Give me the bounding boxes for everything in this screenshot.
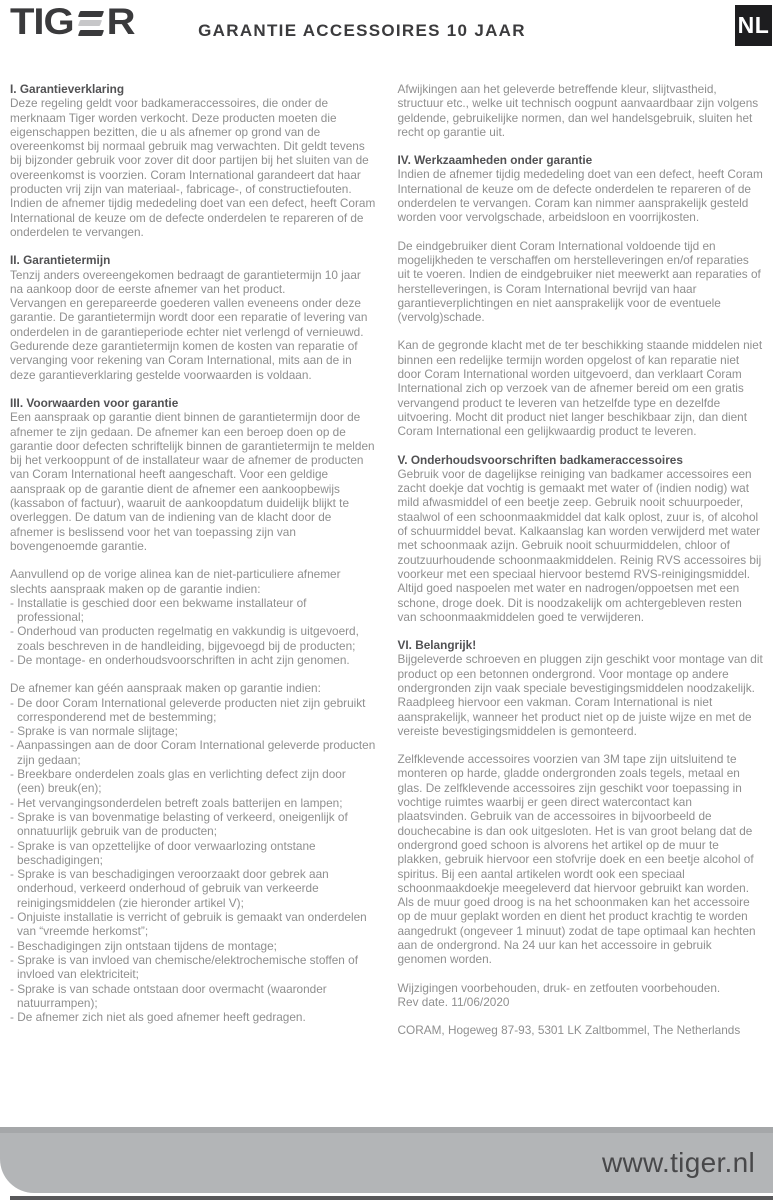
- right-column: [398, 82, 765, 1038]
- section-paragraph: Deze regeling geldt voor badkameraccessoires, die onder de merknaam Tiger worden verkocht. Deze producten moeten die eigenschappen bezitten, die u als afnemer op grond van de overeenkomst bij normaal gebruik mag verwachten. Dit geldt tevens bij bijzonder gebruik voor zover dit door partijen bij het sluiten van de overeenkomst is voorzien. Coram International garandeert dat haar producten vrij zijn van materiaal-, fabricage-, of constructiefouten. Indien de afnemer tijdig mededeling doet van een defect, heeft Coram International de keuze om de defecte onderdelen te repareren of de onderdelen te vervangen.: [10, 96, 376, 239]
- exclusions-list: [10, 696, 377, 1025]
- section-paragraph: Gedurende deze garantietermijn komen de kosten van reparatie of vervanging voor rekening van Coram International, mits aan de in deze garantieverklaring gestelde voorwaarden is voldaan.: [10, 339, 358, 382]
- list-item: - Sprake is van beschadigingen veroorzaakt door gebrek aan onderhoud, verkeerd onderhoud of gebruik van verkeerde reinigingsmiddelen (zie hieronder artikel V);: [10, 867, 377, 910]
- language-badge: NL: [735, 5, 772, 46]
- list-item: - De afnemer zich niet als goed afnemer heeft gedragen.: [10, 1010, 377, 1024]
- section-paragraph: Bijgeleverde schroeven en pluggen zijn geschikt voor montage van dit product op een betonnen ondergrond. Voor montage op andere ondergronden zijn vaak speciale bevestigingsmiddelen noodzakelijk. Raadpleeg hiervoor een vakman. Coram International is niet aansprakelijk, wanneer het product niet op de juiste wijze en met de vereiste bevestigingsmiddelen is gemonteerd.: [397, 652, 763, 738]
- section-title: II. Garantietermijn: [10, 253, 111, 268]
- page-title: GARANTIE ACCESSOIRES 10 JAAR: [198, 21, 526, 40]
- section-paragraph: Tenzij anders overeengekomen bedraagt de garantietermijn 10 jaar na aankoop door de eerste afnemer van het product.: [10, 267, 361, 296]
- list-intro: De afnemer kan géén aanspraak maken op garantie indien:: [10, 681, 321, 696]
- list-item: - Onjuiste installatie is verricht of gebruik is gemaakt van onderdelen van “vreemde herkomst”;: [10, 910, 377, 939]
- tiger-logo-text-left: TIG: [10, 1, 74, 43]
- section-paragraph: Gebruik voor de dagelijkse reiniging van badkamer accessoires een zacht doekje dat vochtig is gemaakt met water of (indien nodig) wat mild afwasmiddel of een beetje zeep. Gebruik nooit schuurpoeder, staalwol of een schoonmaakmiddel dat kalk oplost, zuur is, of alcohol of schuurmiddel bevat. Kalkaanslag kan worden verwijderd met water met schoonmaak azijn. Gebruik nooit schuurmiddelen, chloor of zoutzuurhoudende schoonmaakmiddelen. Reinig RVS accessoires bij voorkeur met een speciaal hiervoor bestemd RVS-reinigingsmiddel. Altijd goed naspoelen met water en nadrogen/oppoetsen met een schone, droge doek. Dit is noodzakelijk om achtergebleven resten van schoonmaakmiddelen goed te verwijderen.: [397, 466, 762, 624]
- list-item: - Aanpassingen aan de door Coram International geleverde producten zijn gedaan;: [10, 738, 377, 767]
- section-title: VI. Belangrijk!: [397, 638, 477, 653]
- footer-bottom-edge: [10, 1196, 773, 1200]
- section-garantietermijn: [10, 253, 377, 382]
- list-item: - Installatie is geschied door een bekwame installateur of professional;: [10, 596, 377, 625]
- section-werkzaamheden: [398, 153, 765, 438]
- list-item: - Sprake is van invloed van chemische/elektrochemische stoffen of invloed van elektriciteit;: [10, 953, 377, 982]
- list-intro: Aanvullend op de vorige alinea kan de niet-particuliere afnemer slechts aanspraak maken op de garantie indien:: [10, 567, 341, 596]
- list-item: - Sprake is van opzettelijke of door verwaarlozing ontstane beschadigingen;: [10, 839, 377, 868]
- section-onderhoudsvoorschriften: [398, 453, 765, 625]
- section-belangrijk: [398, 638, 765, 967]
- list-item: - Breekbare onderdelen zoals glas en verlichting defect zijn door (een) breuk(en);: [10, 767, 377, 796]
- list-item: - Sprake is van normale slijtage;: [10, 724, 377, 738]
- logo-bar-top: [78, 11, 104, 17]
- section-title: I. Garantieverklaring: [10, 82, 125, 96]
- revision-date: Rev date. 11/06/2020: [397, 994, 510, 1009]
- disclaimer-line: Wijzigingen voorbehouden, druk- en zetfouten voorbehouden.: [397, 980, 721, 995]
- footer: [0, 1127, 773, 1200]
- section-paragraph: Indien de afnemer tijdig mededeling doet van een defect, heeft Coram International de keuze om de defecte onderdelen te repareren of de onderdelen te vervangen. Coram kan nimmer aansprakelijk gesteld worden voor vervolgschade, arbeidsloon en voorrijkosten.: [397, 167, 763, 225]
- section-paragraph: De eindgebruiker dient Coram International voldoende tijd en mogelijkheden te verschaffen om herstelleveringen en/of reparaties uit te voeren. Indien de eindgebruiker niet meewerkt aan reparaties of herstelleveringen, is Coram International bevrijd van haar garantieverplichtingen en niet aansprakelijk voor de eventuele (vervolg)schade.: [397, 238, 761, 325]
- conditions-list: [10, 596, 377, 667]
- section-paragraph: Vervangen en gerepareerde goederen vallen eveneens onder deze garantie. De garantietermijn wordt door een reparatie of levering van onderdelen in de garantieperiode echter niet verlengd of vernieuwd.: [10, 296, 368, 339]
- section-voorwaarden: [10, 396, 377, 1024]
- section-afwijkingen: [398, 82, 765, 139]
- list-item: - Sprake is van schade ontstaan door overmacht (waaronder natuurrampen);: [10, 982, 377, 1011]
- section-paragraph: Zelfklevende accessoires voorzien van 3M tape zijn uitsluitend te monteren op harde, gladde ondergronden zoals tegels, metaal en glas. De zelfklevende accessoires zijn geschikt voor toepassing in vochtige ruimtes waarbij er geen direct watercontact kan plaatsvinden. Gebruik van de accessoires in bijvoorbeeld de douchecabine is dan ook uitgesloten. Het is van groot belang dat de ondergrond goed schoon is alvorens het artikel op de muur te plakken, gebruik hiervoor een stofvrije doek en een beetje alcohol of spiritus. Bij een aantal artikelen wordt ook een speciaal schoonmaakdoekje meegeleverd dat hiervoor gebruikt kan worden. Als de muur goed droog is na het schoonmaken kan het accessoire op de muur geplakt worden en dient het product krachtig te worden aangedrukt (ongeveer 1 minuut) zodat de tape optimaal kan hechten aan de ondergrond. Na 24 uur kan het accessoire in gebruik genomen worden.: [397, 752, 756, 967]
- website-url: www.tiger.nl: [602, 1147, 755, 1178]
- list-item: - De door Coram International geleverde producten niet zijn gebruikt corresponderend met de bestemming;: [10, 696, 377, 725]
- left-column: [10, 82, 377, 1038]
- section-title: V. Onderhoudsvoorschriften badkameraccessoires: [397, 452, 683, 467]
- section-paragraph: Een aanspraak op garantie dient binnen de garantietermijn door de afnemer te zijn gedaan. De afnemer kan een beroep doen op de garantie door defecten schriftelijk binnen de garantietermijn te melden bij het verkooppunt of de installateur waar de afnemer de producten van Coram International heeft aangeschaft. Voor een geldige aanspraak op de garantie dient de afnemer een aankoopbewijs (kassabon of factuur), waaruit de aankoopdatum duidelijk blijkt te overleggen. De datum van de indiening van de klacht door de afnemer is beslissend voor het van toepassing zijn van bovengenoemde garantie.: [10, 410, 375, 553]
- closing-block: [398, 981, 765, 1038]
- list-item: - Beschadigingen zijn ontstaan tijdens de montage;: [10, 939, 377, 953]
- section-paragraph: Afwijkingen aan het geleverde betreffende kleur, slijtvastheid, structuur etc., welke uit technisch oogpunt aanvaardbaar zijn volgens geldende, gebruikelijke normen, dan wel handelsgebruik, sluiten het recht op garantie uit.: [397, 82, 759, 139]
- list-item: - Sprake is van bovenmatige belasting of verkeerd, oneigenlijk of onnatuurlijk gebruik van de producten;: [10, 810, 377, 839]
- document-body: [10, 82, 764, 1038]
- list-item: - De montage- en onderhoudsvoorschriften in acht zijn genomen.: [10, 653, 377, 667]
- list-item: - Het vervangingsonderdelen betreft zoals batterijen en lampen;: [10, 796, 377, 810]
- section-title: III. Voorwaarden voor garantie: [10, 395, 179, 410]
- section-garantieverklaring: [10, 82, 377, 239]
- tiger-logo-text-right: R: [106, 1, 135, 43]
- company-address: CORAM, Hogeweg 87-93, 5301 LK Zaltbommel, The Netherlands: [397, 1023, 741, 1038]
- list-item: - Onderhoud van producten regelmatig en vakkundig is uitgevoerd, zoals beschreven in de handleiding, bijgevoegd bij de producten;: [10, 624, 377, 653]
- footer-bar: [0, 1133, 773, 1193]
- section-title: IV. Werkzaamheden onder garantie: [397, 153, 593, 168]
- section-paragraph: Kan de gegronde klacht met de ter beschikking staande middelen niet binnen een redelijke termijn worden opgelost of kan reparatie niet door Coram International worden uitgevoerd, dan verklaart Coram International zich op verzoek van de afnemer bereid om een gratis vervangend product te leveren van hetzelfde type en dezelfde uitvoering. Mocht dit product niet langer beschikbaar zijn, dan dient Coram International een gelijkwaardig product te leveren.: [397, 338, 763, 439]
